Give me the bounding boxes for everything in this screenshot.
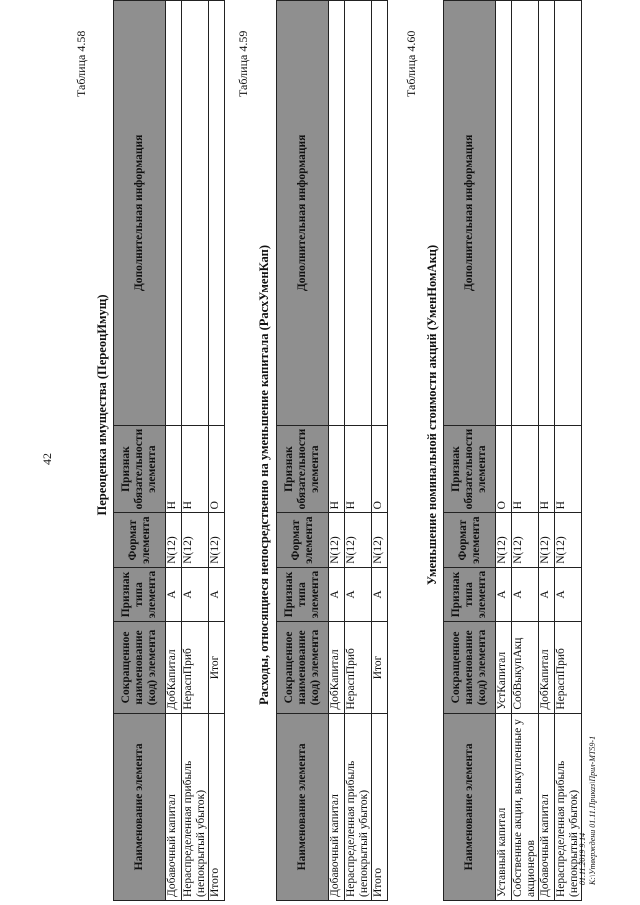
table-row	[182, 1, 209, 901]
cell-format: N(12)	[345, 513, 372, 567]
table-4-58-title: Переоценка имущества (ПереоцИмущ)	[95, 294, 109, 516]
table-4-60	[443, 0, 582, 901]
column-header-format: Формат элемента	[444, 513, 496, 567]
cell-name: Уставный капитал	[496, 713, 512, 900]
cell-required: Н	[182, 425, 209, 513]
column-header-required: Признак обязательности элемента	[277, 425, 329, 513]
cell-name: Нераспределенная прибыль (непокрытый убыток)	[182, 713, 209, 900]
column-header-info: Дополнительная информация	[114, 1, 166, 426]
cell-name: Собственные акции, выкупленные у акционеров	[512, 713, 539, 900]
cell-required: О	[208, 425, 224, 513]
cell-type: А	[496, 567, 512, 621]
cell-format: N(12)	[538, 513, 554, 567]
cell-format: N(12)	[182, 513, 209, 567]
table-4-58	[113, 0, 225, 901]
table-row	[538, 1, 554, 901]
column-header-name: Наименование элемента	[277, 713, 329, 900]
cell-format: N(12)	[329, 513, 345, 567]
cell-format: N(12)	[512, 513, 539, 567]
cell-required: Н	[329, 425, 345, 513]
table-row	[166, 1, 182, 901]
column-header-name: Наименование элемента	[114, 713, 166, 900]
cell-code: УстКапитал	[496, 622, 512, 713]
cell-format: N(12)	[554, 513, 581, 567]
table-row	[345, 1, 372, 901]
column-header-format: Формат элемента	[114, 513, 166, 567]
cell-info	[208, 1, 224, 426]
footer-line-2: К:\Утверждени 01.11.Приказ\Прил-MT59-1	[587, 735, 597, 885]
cell-info	[538, 1, 554, 426]
cell-info	[182, 1, 209, 426]
cell-info	[554, 1, 581, 426]
cell-required: Н	[512, 425, 539, 513]
column-header-code: Сокращенное наименование (код) элемента	[277, 622, 329, 713]
cell-format: N(12)	[371, 513, 387, 567]
cell-code: НераспПриб	[345, 622, 372, 713]
table-4-60-title: Уменьшение номинальной стоимости акций (УменНомАкц)	[425, 244, 439, 586]
cell-format: N(12)	[496, 513, 512, 567]
cell-type: А	[208, 567, 224, 621]
cell-name: Добавочный капитал	[166, 713, 182, 900]
table-row	[371, 1, 387, 901]
table-row	[554, 1, 581, 901]
cell-type: А	[512, 567, 539, 621]
table-row	[208, 1, 224, 901]
table-4-59	[276, 0, 388, 901]
table-4-59-title: Расходы, относящиеся непосредственно на уменьшение капитала (РасхУменКап)	[257, 244, 271, 706]
cell-name: Нераспределенная прибыль (непокрытый убыток)	[554, 713, 581, 900]
cell-required: О	[496, 425, 512, 513]
cell-format: N(12)	[208, 513, 224, 567]
cell-required: О	[371, 425, 387, 513]
column-header-type: Признак типа элемента	[114, 567, 166, 621]
cell-info	[371, 1, 387, 426]
cell-code: СобВыкупАкц	[512, 622, 539, 713]
column-header-type: Признак типа элемента	[277, 567, 329, 621]
cell-name: Добавочный капитал	[329, 713, 345, 900]
cell-format: N(12)	[166, 513, 182, 567]
page-number: 42	[40, 453, 54, 465]
column-header-info: Дополнительная информация	[444, 1, 496, 426]
column-header-format: Формат элемента	[277, 513, 329, 567]
cell-code: ДобКапитал	[329, 622, 345, 713]
cell-code: Итог	[371, 622, 387, 713]
table-row	[329, 1, 345, 901]
footer	[578, 736, 597, 885]
cell-type: А	[166, 567, 182, 621]
column-header-code: Сокращенное наименование (код) элемента	[114, 622, 166, 713]
column-header-code: Сокращенное наименование (код) элемента	[444, 622, 496, 713]
cell-type: А	[182, 567, 209, 621]
cell-required: Н	[166, 425, 182, 513]
column-header-required: Признак обязательности элемента	[444, 425, 496, 513]
column-header-info: Дополнительная информация	[277, 1, 329, 426]
table-4-58-label: Таблица 4.58	[74, 30, 88, 97]
cell-type: А	[345, 567, 372, 621]
cell-code: НераспПриб	[182, 622, 209, 713]
cell-info	[512, 1, 539, 426]
cell-info	[166, 1, 182, 426]
cell-type: А	[371, 567, 387, 621]
footer-line-1: 01.11.2019 9:14	[578, 832, 587, 885]
cell-name: Итого	[208, 713, 224, 900]
cell-required: Н	[345, 425, 372, 513]
cell-code: Итог	[208, 622, 224, 713]
cell-name: Нераспределенная прибыль (непокрытый убыток)	[345, 713, 372, 900]
cell-name: Добавочный капитал	[538, 713, 554, 900]
table-4-59-label: Таблица 4.59	[236, 30, 250, 97]
cell-type: А	[329, 567, 345, 621]
cell-type: А	[538, 567, 554, 621]
cell-code: НераспПриб	[554, 622, 581, 713]
column-header-type: Признак типа элемента	[444, 567, 496, 621]
cell-info	[329, 1, 345, 426]
cell-required: Н	[538, 425, 554, 513]
cell-code: ДобКапитал	[538, 622, 554, 713]
cell-name: Итого	[371, 713, 387, 900]
cell-info	[496, 1, 512, 426]
cell-code: ДобКапитал	[166, 622, 182, 713]
cell-info	[345, 1, 372, 426]
table-row	[512, 1, 539, 901]
table-row	[496, 1, 512, 901]
table-4-60-label: Таблица 4.60	[404, 30, 418, 97]
column-header-name: Наименование элемента	[444, 713, 496, 900]
cell-type: А	[554, 567, 581, 621]
column-header-required: Признак обязательности элемента	[114, 425, 166, 513]
cell-required: Н	[554, 425, 581, 513]
